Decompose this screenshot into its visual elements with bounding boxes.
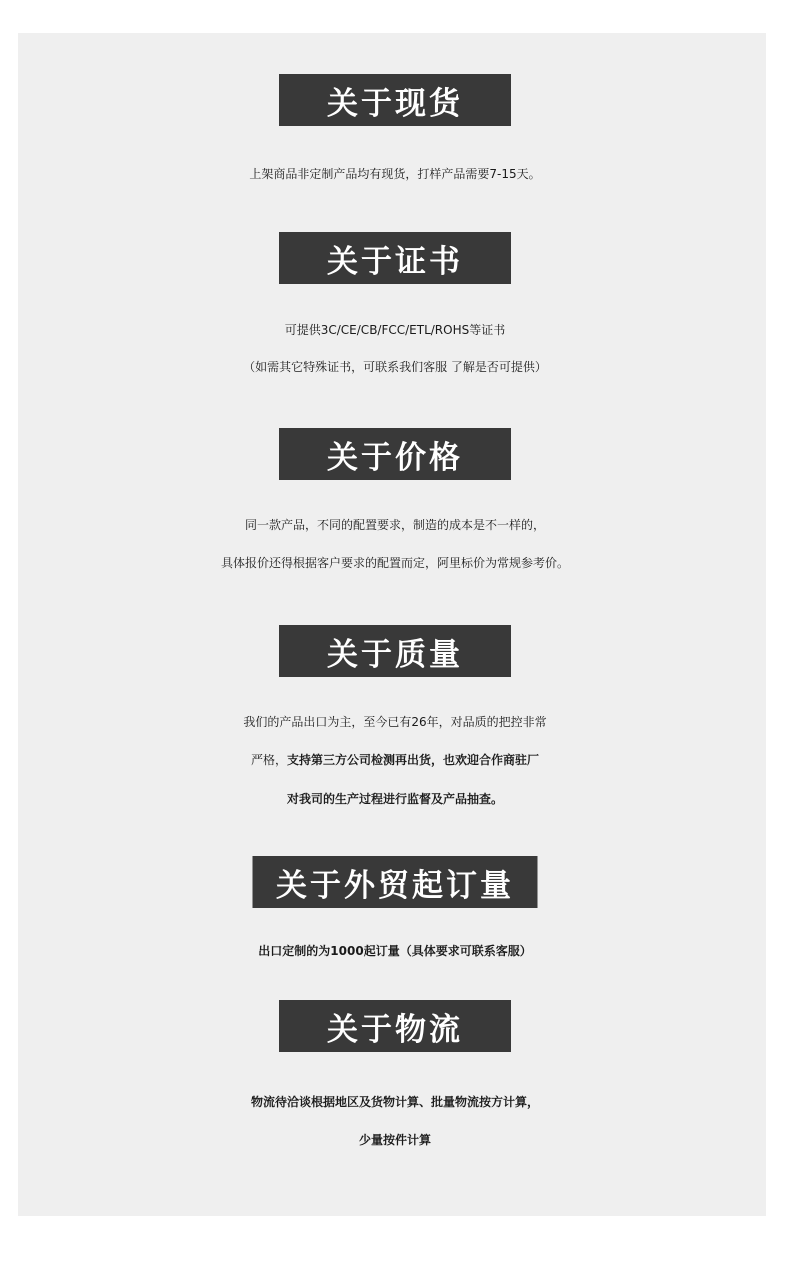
certificate-text-1: 可提供3C/CE/CB/FCC/ETL/ROHS等证书 (284, 323, 506, 337)
quality-text-2-bold: 支持第三方公司检测再出货，也欢迎合作商驻厂 (287, 753, 540, 767)
heading-moq: 关于外贸起订量 (253, 856, 538, 908)
logistics-text-1: 物流待洽谈根据地区及货物计算、批量物流按方计算， (250, 1095, 539, 1109)
stock-text: 上架商品非定制产品均有现货，打样产品需要7-15天。 (249, 167, 541, 181)
heading-logistics: 关于物流 (279, 1000, 511, 1052)
logistics-text-2: 少量按件计算 (358, 1133, 431, 1147)
price-text-2: 具体报价还得根据客户要求的配置而定，阿里标价为常规参考价。 (220, 556, 569, 570)
heading-price: 关于价格 (279, 428, 511, 480)
quality-text-2 (0, 742, 790, 779)
moq-text: 出口定制的为1000起订量（具体要求可联系客服） (258, 944, 532, 958)
quality-text-3: 对我司的生产过程进行监督及产品抽查。 (286, 792, 503, 806)
quality-text-2-normal: 严格， (250, 753, 287, 767)
price-text-1: 同一款产品，不同的配置要求，制造的成本是不一样的， (244, 518, 545, 532)
quality-text-1: 我们的产品出口为主，至今已有26年，对品质的把控非常 (243, 715, 547, 729)
heading-quality: 关于质量 (279, 625, 511, 677)
heading-certificate: 关于证书 (279, 232, 511, 284)
certificate-text-2: （如需其它特殊证书，可联系我们客服 了解是否可提供） (243, 360, 547, 374)
heading-stock: 关于现货 (279, 74, 511, 126)
